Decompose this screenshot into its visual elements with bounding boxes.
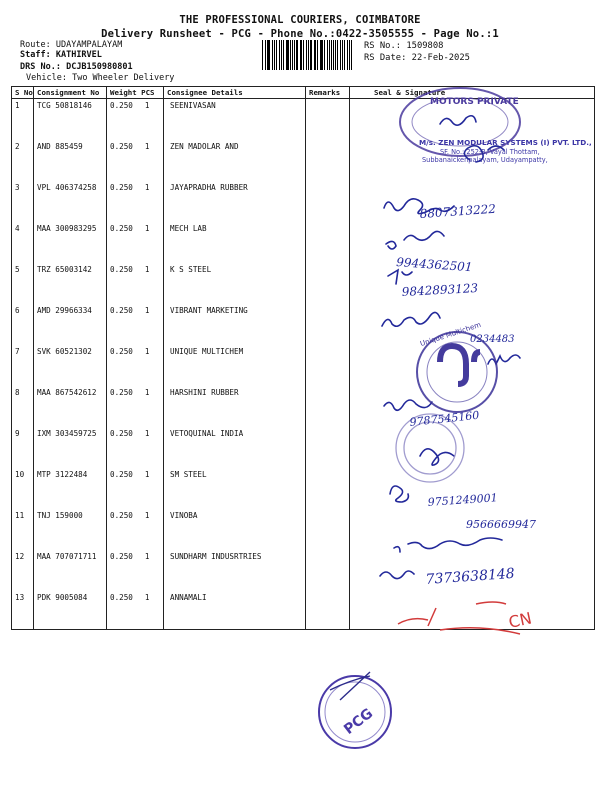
row-weight-pcs: [107, 222, 164, 263]
row-consignee: MECH LAB: [164, 222, 306, 263]
drs-line: [20, 62, 133, 72]
row-remarks: [306, 468, 350, 509]
row-consignment: AMD 29966334: [34, 304, 107, 345]
row12-phone: 7373638148: [425, 565, 516, 588]
barcode: [262, 40, 354, 70]
row-consignment: PDK 9005084: [34, 591, 107, 630]
row-consignee: SEENIVASAN: [164, 99, 306, 141]
row-consignee: K S STEEL: [164, 263, 306, 304]
row-seal: [350, 181, 595, 222]
row-sno: 8: [12, 386, 34, 427]
row-weight-pcs: [107, 591, 164, 630]
row-seal: [350, 222, 595, 263]
col-seal: Seal & Signature: [350, 87, 595, 99]
row-remarks: [306, 222, 350, 263]
row-consignment: SVK 60521302: [34, 345, 107, 386]
rs-no-line: [364, 41, 443, 51]
row-sno: 7: [12, 345, 34, 386]
row-seal: [350, 591, 595, 630]
row-pcs: 1: [144, 470, 150, 479]
row-seal: [350, 386, 595, 427]
rs-no-label: RS No.:: [364, 41, 402, 51]
row-weight-pcs: [107, 140, 164, 181]
staff-label: Staff:: [20, 50, 51, 60]
row-sno: 13: [12, 591, 34, 630]
row-seal: [350, 509, 595, 550]
col-remarks: Remarks: [306, 87, 350, 99]
row-weight: 0.250: [110, 101, 133, 110]
row-consignee: SM STEEL: [164, 468, 306, 509]
row-remarks: [306, 304, 350, 345]
row-weight-pcs: [107, 468, 164, 509]
pcg-stamp-text: PCG: [341, 705, 377, 738]
row-consignment: AND 885459: [34, 140, 107, 181]
row-seal: [350, 550, 595, 591]
row-consignment: VPL 406374258: [34, 181, 107, 222]
row-consignee: HARSHINI RUBBER: [164, 386, 306, 427]
row-consignment: MAA 867542612: [34, 386, 107, 427]
row-weight: 0.250: [110, 388, 133, 397]
rs-date-line: [364, 53, 470, 63]
row8-phone: 9787545160: [408, 408, 480, 429]
row-sno: 9: [12, 427, 34, 468]
table-row: [12, 468, 595, 509]
row7-phone: 0234483: [470, 334, 515, 345]
row-weight-pcs: [107, 550, 164, 591]
row-weight-pcs: [107, 181, 164, 222]
row-remarks: [306, 509, 350, 550]
row-sno: 11: [12, 509, 34, 550]
row-consignment: TCG 50818146: [34, 99, 107, 141]
col-details: Consignee Details: [164, 87, 306, 99]
vehicle-label: Vehicle:: [26, 73, 67, 83]
table-row: [12, 509, 595, 550]
row-weight-pcs: [107, 263, 164, 304]
table-row: [12, 99, 595, 141]
drs-value: DCJB150980801: [66, 62, 133, 72]
col-weight-pcs: [107, 87, 164, 99]
row-sno: 10: [12, 468, 34, 509]
table-row: [12, 386, 595, 427]
row-consignment: TRZ 65003142: [34, 263, 107, 304]
row-weight: 0.250: [110, 593, 133, 602]
vehicle-value: Two Wheeler Delivery: [72, 73, 175, 83]
row-seal: [350, 263, 595, 304]
row-consignee: VIBRANT MARKETING: [164, 304, 306, 345]
row-sno: 2: [12, 140, 34, 181]
row-weight: 0.250: [110, 511, 133, 520]
table-row: [12, 304, 595, 345]
row-remarks: [306, 550, 350, 591]
row-sno: 6: [12, 304, 34, 345]
row-weight-pcs: [107, 509, 164, 550]
row-consignment: MAA 300983295: [34, 222, 107, 263]
row-remarks: [306, 99, 350, 141]
table-row: [12, 427, 595, 468]
row4-phone: 9944362501: [395, 255, 473, 275]
row10-phone: 9751249001: [427, 491, 499, 509]
staff-line: [20, 50, 102, 60]
row11-phone: 9566669947: [466, 518, 536, 531]
route-label: Route:: [20, 40, 51, 50]
row-remarks: [306, 263, 350, 304]
row-seal: [350, 427, 595, 468]
row-weight: 0.250: [110, 142, 133, 151]
row-remarks: [306, 386, 350, 427]
row-weight: 0.250: [110, 347, 133, 356]
row-consignee: JAYAPRADHA RUBBER: [164, 181, 306, 222]
row-seal: [350, 99, 595, 141]
pcg-stamp: [319, 672, 391, 748]
row-weight: 0.250: [110, 183, 133, 192]
row-pcs: 1: [144, 388, 150, 397]
table-row: [12, 591, 595, 630]
col-sno: S No: [12, 87, 34, 99]
rs-no-value: 1509808: [406, 41, 444, 51]
row-pcs: 1: [144, 552, 150, 561]
row-weight: 0.250: [110, 224, 133, 233]
route-value: UDAYAMPALAYAM: [55, 40, 123, 50]
table-header-row: [12, 87, 595, 99]
staff-value: KATHIRVEL: [55, 50, 102, 60]
row-weight: 0.250: [110, 470, 133, 479]
row-sno: 1: [12, 99, 34, 141]
row-consignee: ANNAMALI: [164, 591, 306, 630]
row-weight: 0.250: [110, 552, 133, 561]
row-seal: [350, 304, 595, 345]
company-title: THE PROFESSIONAL COURIERS, COIMBATORE: [179, 14, 421, 26]
row-pcs: 1: [144, 593, 150, 602]
row-consignment: TNJ 159000: [34, 509, 107, 550]
row3-phone: 8807313222: [419, 201, 497, 221]
drs-label: DRS No.:: [20, 62, 61, 72]
row-weight: 0.250: [110, 306, 133, 315]
row-weight-pcs: [107, 99, 164, 141]
route-line: [20, 40, 122, 50]
row-consignment: MAA 707071711: [34, 550, 107, 591]
row-sno: 4: [12, 222, 34, 263]
row-weight-pcs: [107, 304, 164, 345]
zen-ring-text: MOTORS PRIVATE: [430, 97, 519, 107]
zen-address-1: SF. No.: 252-B, Vayal Thottam,: [440, 148, 540, 156]
row-seal: [350, 345, 595, 386]
row-remarks: [306, 345, 350, 386]
row-pcs: 1: [144, 429, 150, 438]
table-row: [12, 550, 595, 591]
row-pcs: 1: [144, 142, 150, 151]
table-row: [12, 222, 595, 263]
zen-address-2: Subbanaickenpalayam, Udayampatty,: [422, 156, 548, 164]
runsheet-title: Delivery Runsheet - PCG - Phone No.:0422-3505555 - Page No.:1: [101, 28, 499, 40]
table-row: [12, 140, 595, 181]
row-pcs: 1: [144, 306, 150, 315]
row-pcs: 1: [144, 347, 150, 356]
row-sno: 12: [12, 550, 34, 591]
table-row: [12, 263, 595, 304]
col-pcs: PCS: [141, 88, 155, 97]
row-consignee: VETOQUINAL INDIA: [164, 427, 306, 468]
row-weight-pcs: [107, 386, 164, 427]
row-consignee: VINOBA: [164, 509, 306, 550]
row-weight: 0.250: [110, 265, 133, 274]
row-remarks: [306, 140, 350, 181]
col-consignment: Consignment No: [34, 87, 107, 99]
row-weight-pcs: [107, 427, 164, 468]
row-remarks: [306, 427, 350, 468]
row5-phone: 9842893123: [401, 281, 479, 299]
rs-date-value: 22-Feb-2025: [411, 53, 470, 63]
row-consignment: IXM 303459725: [34, 427, 107, 468]
unique-stamp-text: Unique Multichem: [419, 320, 482, 349]
row-remarks: [306, 591, 350, 630]
zen-company-text: M/s. ZEN MODULAR SYSTEMS (I) PVT. LTD.,: [419, 138, 592, 147]
row13-cn-mark: CN: [506, 608, 534, 632]
col-weight: Weight: [110, 88, 137, 97]
row-weight-pcs: [107, 345, 164, 386]
row-seal: [350, 468, 595, 509]
row-consignee: SUNDHARM INDUSRTRIES: [164, 550, 306, 591]
row-seal: [350, 140, 595, 181]
vehicle-line: [26, 73, 174, 83]
rs-date-label: RS Date:: [364, 53, 407, 63]
row-weight: 0.250: [110, 429, 133, 438]
row-pcs: 1: [144, 101, 150, 110]
table-row: [12, 345, 595, 386]
row-remarks: [306, 181, 350, 222]
row-pcs: 1: [144, 183, 150, 192]
row-consignment: MTP 3122484: [34, 468, 107, 509]
runsheet-table: [11, 86, 595, 630]
row-sno: 5: [12, 263, 34, 304]
row-sno: 3: [12, 181, 34, 222]
row-pcs: 1: [144, 511, 150, 520]
row-consignee: ZEN MADOLAR AND: [164, 140, 306, 181]
row-consignee: UNIQUE MULTICHEM: [164, 345, 306, 386]
row-pcs: 1: [144, 265, 150, 274]
row-pcs: 1: [144, 224, 150, 233]
table-row: [12, 181, 595, 222]
